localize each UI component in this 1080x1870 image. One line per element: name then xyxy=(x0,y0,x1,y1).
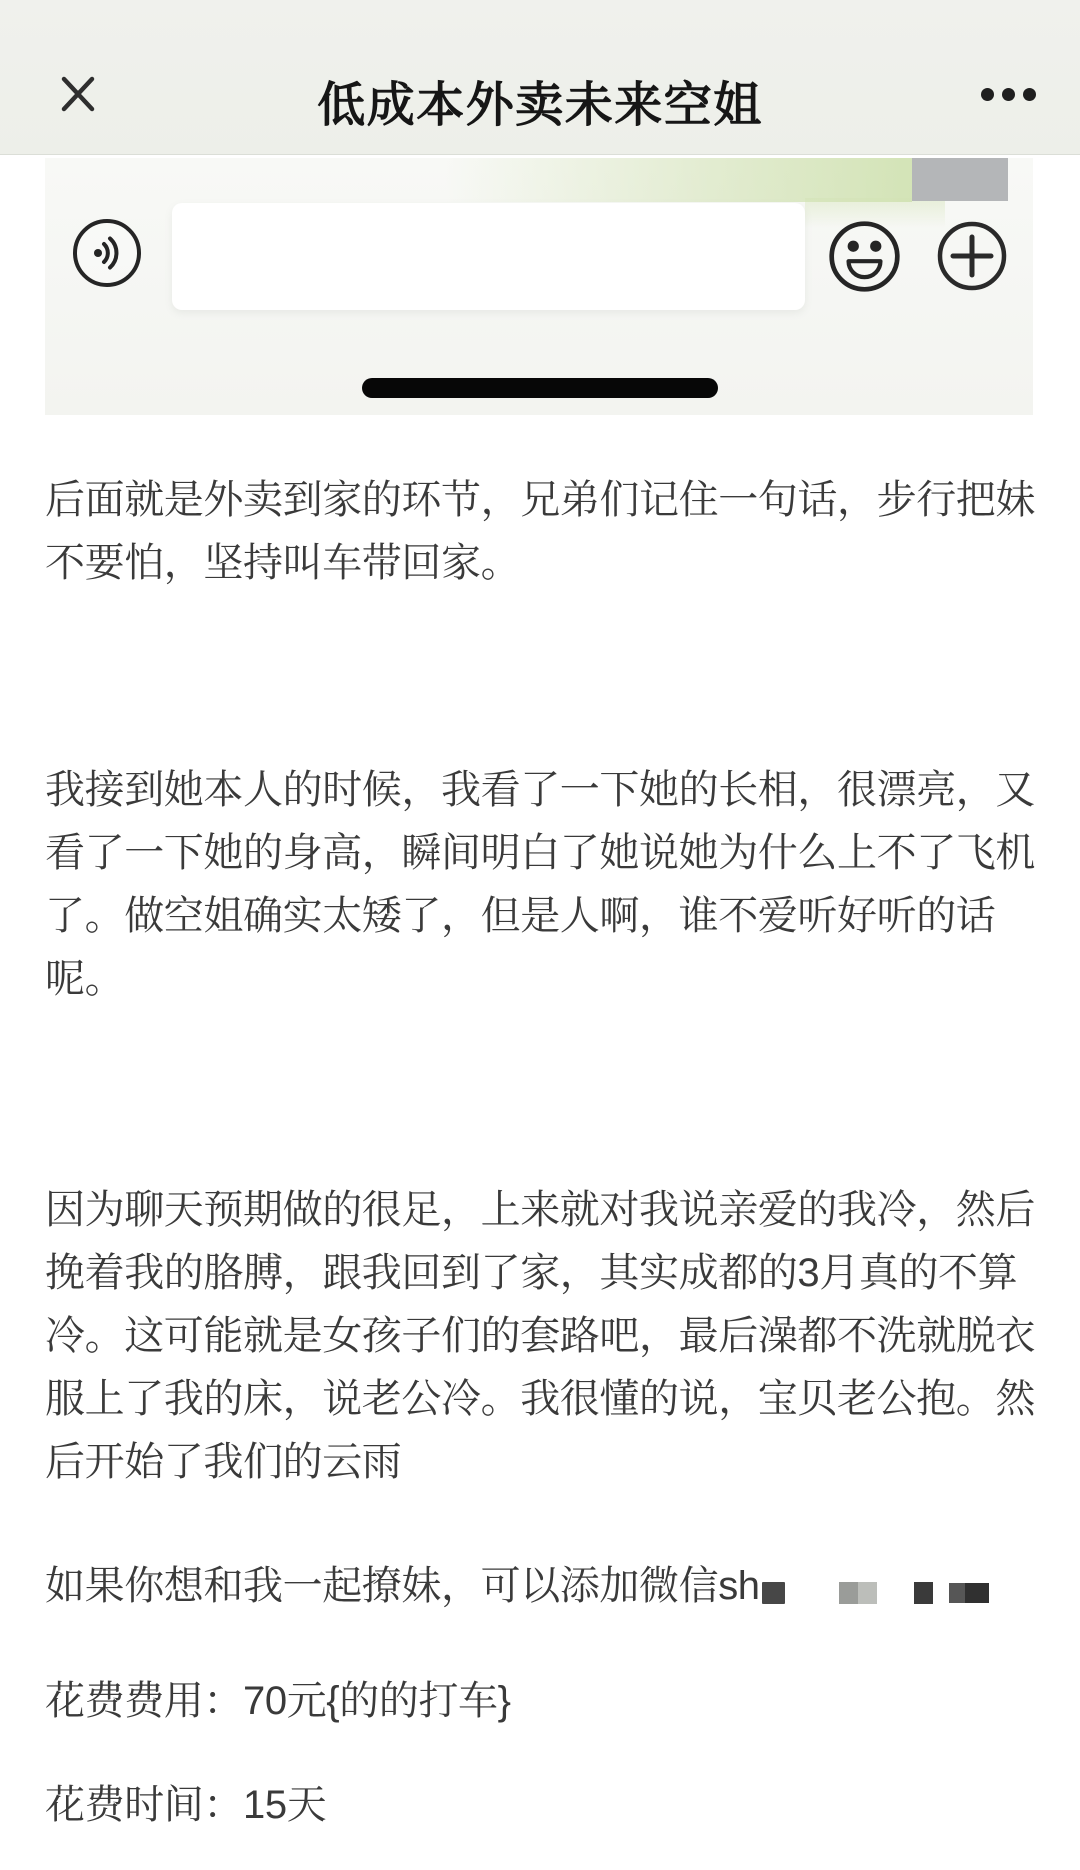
home-indicator-bar xyxy=(362,378,718,398)
plus-circle-icon xyxy=(936,220,1008,292)
screenshot-green-tint xyxy=(445,158,912,202)
wechat-line-text: 如果你想和我一起撩妹，可以添加微信sh xyxy=(45,1564,760,1608)
redacted-wechat-id-block xyxy=(762,1582,785,1604)
time-summary-line: 花费时间：15天 xyxy=(45,1783,327,1827)
ellipsis-icon xyxy=(1002,88,1015,101)
article-paragraph: 我接到她本人的时候，我看了一下她的长相，很漂亮，又看了一下她的身高，瞬间明白了她说她为什么上不了飞机了。做空姐确实太矮了，但是人啊，谁不爱听好听的话呢。 xyxy=(45,768,1035,1001)
article-body xyxy=(0,469,1080,1837)
redacted-wechat-id-block xyxy=(914,1582,933,1604)
redacted-wechat-id-block xyxy=(949,1583,989,1603)
wechat-contact-line xyxy=(45,1555,1045,1618)
redacted-wechat-id-block xyxy=(839,1582,877,1604)
smiley-emoji-icon xyxy=(827,219,902,294)
article-paragraph: 后面就是外卖到家的环节，兄弟们记住一句话，步行把妹不要怕，坚持叫车带回家。 xyxy=(45,478,1035,585)
more-menu-button[interactable] xyxy=(981,86,1036,102)
cost-summary-line: 花费费用：70元{的的打车} xyxy=(45,1679,511,1723)
ellipsis-icon xyxy=(981,88,994,101)
article-top-bar xyxy=(0,0,1080,155)
page-title: 低成本外卖未来空姐 xyxy=(317,79,763,132)
article-paragraph: 因为聊天预期做的很足，上来就对我说亲爱的我冷，然后挽着我的胳膊，跟我回到了家，其实成都的3月真的不算冷。这可能就是女孩子们的套路吧，最后澡都不洗就脱衣服上了我的床，说老公冷。我很懂的说，宝贝老公抱。然后开始了我们的云雨 xyxy=(45,1188,1035,1484)
embedded-chat-screenshot-image[interactable] xyxy=(45,158,1033,415)
voice-wave-icon xyxy=(73,219,141,287)
screenshot-gray-censor-block xyxy=(912,158,1008,201)
chat-text-input-screenshot xyxy=(172,203,805,310)
ellipsis-icon xyxy=(1023,88,1036,101)
